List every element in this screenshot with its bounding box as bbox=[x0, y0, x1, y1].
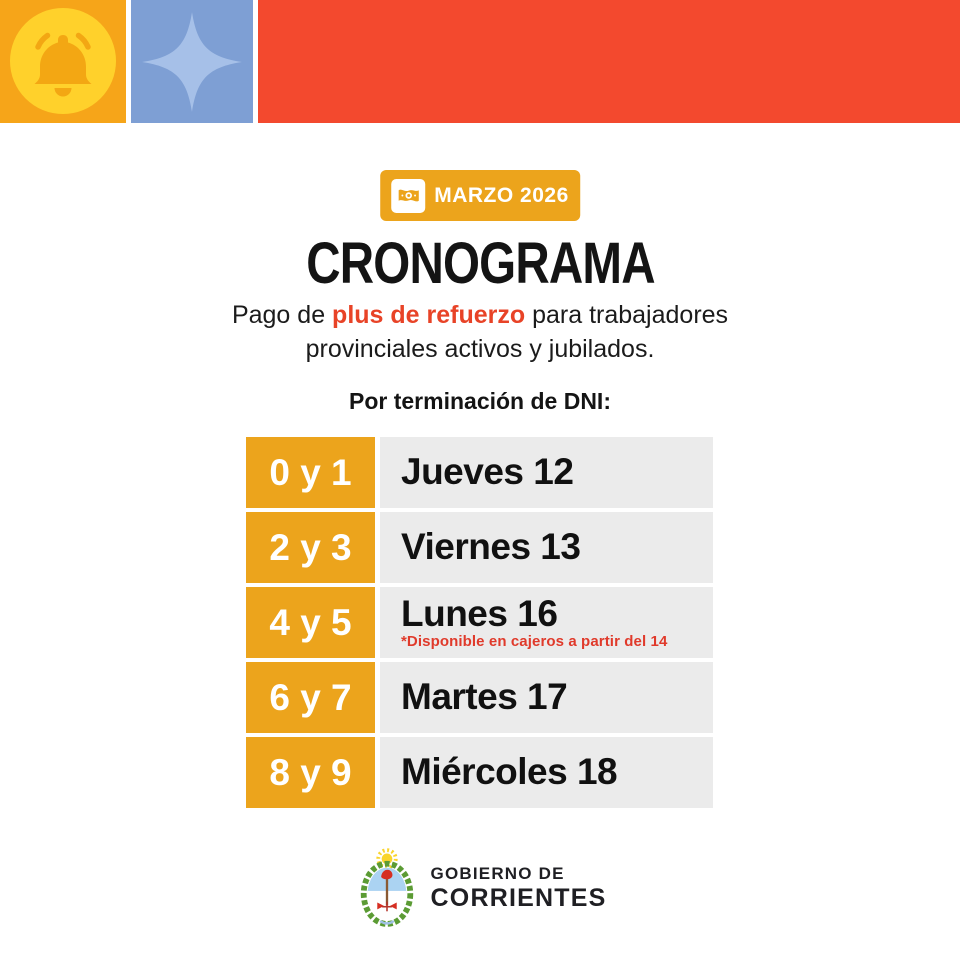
dni-label: 2 y 3 bbox=[269, 526, 352, 568]
availability-note: *Disponible en cajeros a partir del 14 bbox=[401, 633, 668, 651]
subtitle-highlight: plus de refuerzo bbox=[332, 301, 526, 329]
day-label: Jueves 12 bbox=[401, 451, 574, 493]
dni-cell bbox=[246, 512, 375, 583]
day-label: Lunes 16 bbox=[401, 592, 558, 634]
day-cell bbox=[380, 737, 713, 808]
schedule-row bbox=[246, 512, 713, 583]
dni-label: 4 y 5 bbox=[269, 601, 352, 643]
month-badge bbox=[380, 170, 580, 221]
dni-label: 0 y 1 bbox=[269, 451, 352, 493]
bell-icon bbox=[0, 0, 126, 123]
sparkle-tile bbox=[131, 0, 253, 123]
schedule-row bbox=[246, 437, 713, 508]
banknote-icon bbox=[391, 179, 425, 213]
dni-cell bbox=[246, 437, 375, 508]
schedule-row bbox=[246, 662, 713, 733]
top-banner bbox=[0, 0, 960, 123]
schedule-row bbox=[246, 737, 713, 808]
government-logo bbox=[0, 847, 960, 929]
dni-label: 6 y 7 bbox=[269, 676, 352, 718]
subtitle-line1-suffix: para trabajadores bbox=[525, 301, 729, 329]
day-label: Martes 17 bbox=[401, 676, 568, 718]
subtitle-prefix: Pago de bbox=[231, 301, 333, 329]
dni-section-label: Por terminación de DNI: bbox=[349, 388, 611, 414]
day-cell bbox=[380, 662, 713, 733]
day-cell bbox=[380, 587, 713, 658]
day-label: Viernes 13 bbox=[401, 526, 581, 568]
day-cell bbox=[380, 512, 713, 583]
org-name bbox=[431, 864, 607, 911]
day-cell bbox=[380, 437, 713, 508]
org-name-line1: GOBIERNO DE bbox=[430, 864, 565, 884]
dni-cell bbox=[246, 587, 375, 658]
month-badge-label: MARZO 2026 bbox=[434, 183, 569, 207]
dni-label: 8 y 9 bbox=[269, 751, 352, 793]
banner-red-bar bbox=[258, 0, 960, 123]
org-name-line2: CORRIENTES bbox=[430, 883, 607, 912]
sparkle-icon bbox=[140, 10, 244, 114]
schedule-table bbox=[246, 437, 713, 808]
corrientes-coat-of-arms-icon bbox=[354, 847, 420, 929]
dni-cell bbox=[246, 737, 375, 808]
page-title: CRONOGRAMA bbox=[305, 231, 655, 296]
subtitle bbox=[193, 299, 768, 366]
schedule-row bbox=[246, 587, 713, 658]
bell-tile bbox=[0, 0, 126, 123]
dni-cell bbox=[246, 662, 375, 733]
day-label: Miércoles 18 bbox=[401, 751, 618, 793]
subtitle-line2: provinciales activos y jubilados. bbox=[305, 334, 655, 363]
